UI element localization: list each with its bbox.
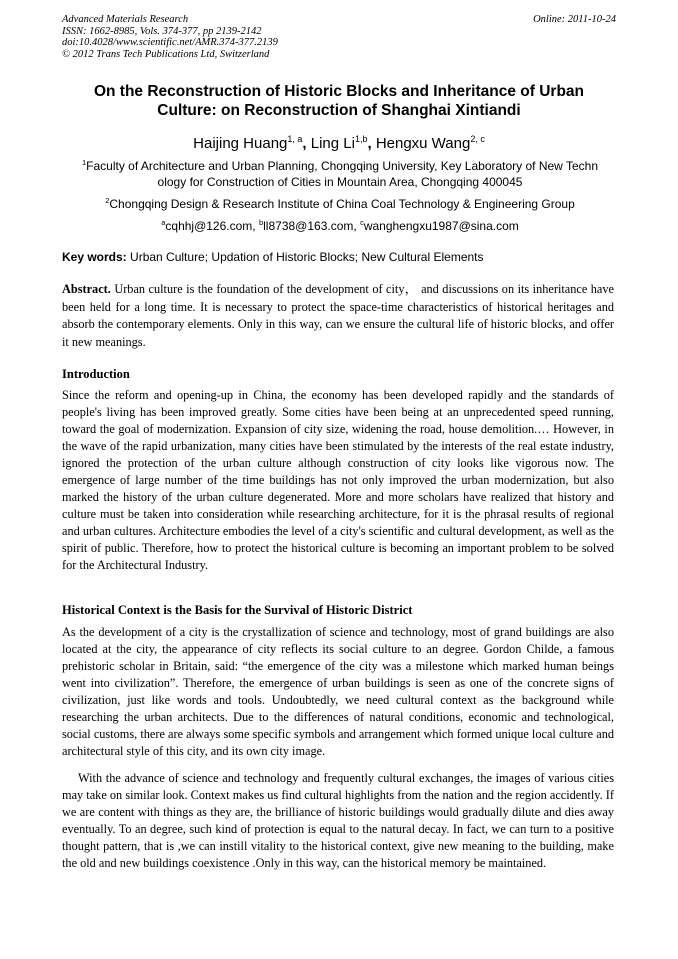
email-sup: b xyxy=(258,218,264,227)
author-sup: 1,b xyxy=(354,134,368,144)
affiliation-sup: 2 xyxy=(105,196,110,205)
journal-copyright: © 2012 Trans Tech Publications Ltd, Switzerland xyxy=(62,48,270,60)
email-address[interactable]: cqhhj@126.com, xyxy=(165,219,256,233)
paper-title xyxy=(60,82,618,120)
keywords xyxy=(62,249,618,265)
abstract-text: Urban culture is the foundation of the development of city， and discussions on its inheritance have been held for a long time. It is necessary to protect the space-time characteristics of historical heritages and absorb the contemporary elements. Only in this way, can we ensure the cultural life of historic blocks, and offer it new meanings. xyxy=(62,282,614,350)
affiliation-text: Faculty of Architecture and Urban Planning, Chongqing University, Key Laboratory of New Techn xyxy=(86,159,598,173)
keywords-text: Urban Culture; Updation of Historic Blocks; New Cultural Elements xyxy=(130,250,484,264)
affiliation-1 xyxy=(62,155,618,190)
author-name: Hengxu Wang xyxy=(375,135,471,152)
email-address[interactable]: ll8738@163.com, xyxy=(263,219,357,233)
paragraph: As the development of a city is the crystallization of science and technology, most of grand buildings are also located at the city, the appearance of city reflects its social culture to an degree. Gordon Childe, a famous prehistoric scholar in Britain, said: “the emergence of the city was a milestone which marked human beings went into civilization”. Therefore, the emergence of urban buildings is seen as one of the concrete signs of civilization, just like words and tools. Undoubtedly, we need cultural context as the background while researching the urban architects. Due to the differences of natural conditions, economic and technological, social customs, there are always some specific symbols and arrangement which formed unique local culture and architectural style of this city, and its own city image. xyxy=(62,625,614,758)
online-date: Online: 2011-10-24 xyxy=(533,14,616,25)
journal-header xyxy=(62,14,622,60)
affiliation-2 xyxy=(62,193,618,212)
title-line-2: Culture: on Reconstruction of Shanghai Xintiandi xyxy=(157,102,521,119)
journal-name: Advanced Materials Research xyxy=(62,14,189,25)
section-heading-historical-context: Historical Context is the Basis for the Survival of Historic District xyxy=(62,603,413,617)
affiliation-text: ology for Construction of Cities in Mountain Area, Chongqing 400045 xyxy=(157,175,523,189)
journal-doi: doi:10.4028/www.scientific.net/AMR.374-377.2139 xyxy=(62,37,278,49)
email-sup: c xyxy=(360,218,364,227)
author-sup: 1, a xyxy=(287,134,303,144)
paragraph: Since the reform and opening-up in China, the economy has been developed rapidly and the standards of people's living has been improved greatly. Some cities have been being at an unprecedented speed running, toward the goal of modernization. Expansion of city size, widening the road, house demolition.… However, in the wave of the rapid urbanization, many cities have been stimulated by the interests of the real estate industry, ignored the protection of the urban culture although construction of city looks like vigorous now. The emergence of large number of the time buildings has not only improved the urban modernization, but also marked the history of the urban culture degenerated. More and more scholars have realized that history and culture must be taken into consideration while researching architecture, for it is the phrasal results of regional and urban cultures. Architecture embodies the level of a city's scientific and cultural development, as well as the spirit of public. Therefore, how to protect the historical culture is becoming an important problem to be solved for the Architectural Industry. xyxy=(62,388,614,572)
journal-issn: ISSN: 1662-8985, Vols. 374-377, pp 2139-2142 xyxy=(62,25,262,37)
keywords-label: Key words: xyxy=(62,250,127,264)
email-address[interactable]: wanghengxu1987@sina.com xyxy=(363,219,519,233)
author-name: Haijing Huang xyxy=(193,135,288,152)
email-sup: a xyxy=(161,218,166,227)
affiliation-sup: 1 xyxy=(81,158,87,167)
title-line-1: On the Reconstruction of Historic Blocks and Inheritance of Urban xyxy=(93,83,585,100)
abstract-label: Abstract. xyxy=(62,282,111,296)
author-name: Ling Li xyxy=(310,135,355,152)
section-heading-introduction: Introduction xyxy=(62,367,130,381)
abstract xyxy=(62,281,614,352)
affiliation-text: Chongqing Design & Research Institute of China Coal Technology & Engineering Group xyxy=(109,197,575,211)
author-sup: 2, c xyxy=(470,134,485,144)
email-list xyxy=(62,215,618,234)
author-list: Haijing Huang$^{1, a}$, Ling Li$^{1,b}$, Hengxu Wang$^{2, c}$ xyxy=(193,134,485,152)
paragraph: With the advance of science and technology and frequently cultural exchanges, the images of various cities may take on similar look. Context makes us find cultural highlights from the nation and the region accidently. If we are content with things as they are, the brilliance of historic buildings would gradually dilute and dies away eventually. To an degree, such kind of protection is equal to the natural decay. In fact, we can turn to a positive thought pattern, that is ,we can instill vitality to the historical context, give new meaning to the building, make the old and new buildings coexistence .Only in this way, can the historical memory be maintained. xyxy=(62,771,614,870)
